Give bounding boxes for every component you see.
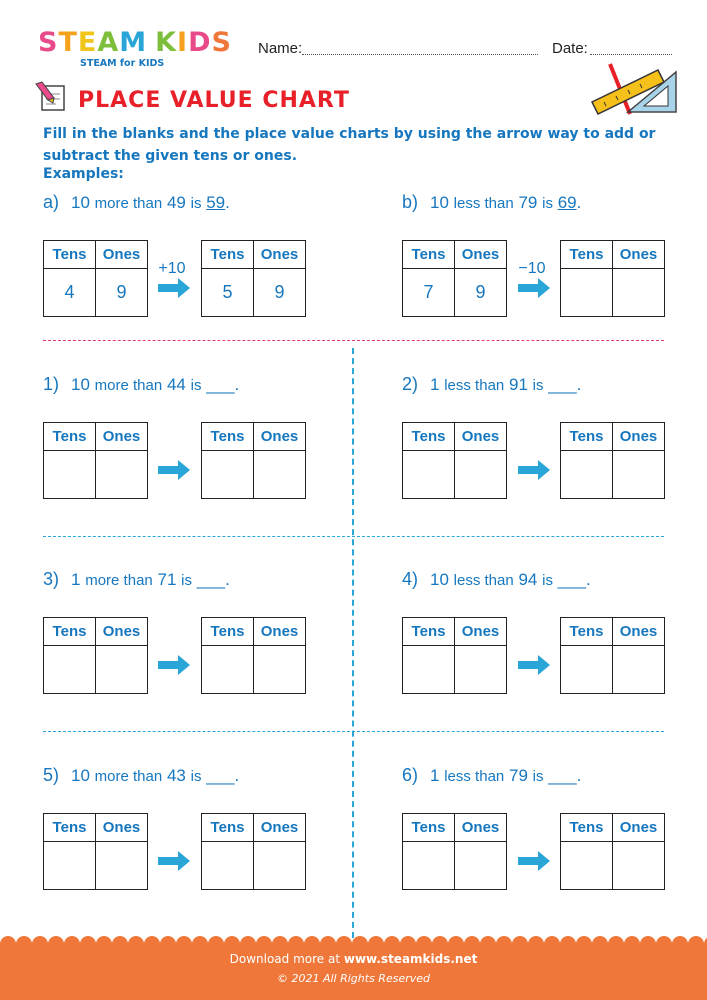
problem-6-prompt: 6) 1 less than 79 is ___. <box>402 765 582 785</box>
problem-3-table-before[interactable]: Tens Ones <box>43 617 148 694</box>
footer-download: Download more at www.steamkids.net <box>229 952 478 966</box>
ruler-triangle-icon <box>588 62 680 120</box>
example-b-table-after: Tens Ones <box>560 240 665 317</box>
arrow-right-icon <box>158 278 190 298</box>
problem-6-table-before[interactable]: Tens Ones <box>402 813 507 890</box>
row-divider-2 <box>43 731 664 732</box>
problem-1-blank[interactable]: ___. <box>206 375 240 394</box>
example-a-prompt: a) 10 more than 49 is 59. <box>43 192 230 212</box>
date-label: Date: <box>552 40 588 57</box>
logo-subtitle: STEAM for KIDS <box>80 58 165 69</box>
example-b-operation: −10 <box>518 260 546 277</box>
problem-4-table-after[interactable]: Tens Ones <box>560 617 665 694</box>
column-divider <box>352 348 354 938</box>
instructions-text: Fill in the blanks and the place value charts by using the arrow way to add or subtract the given tens or ones. <box>43 126 656 164</box>
example-a-operation: +10 <box>158 260 186 277</box>
footer-site-link[interactable]: www.steamkids.net <box>343 952 478 966</box>
arrow-right-icon <box>518 655 550 675</box>
problem-4-prompt: 4) 10 less than 94 is ___. <box>402 569 591 589</box>
pencil-paper-icon <box>34 80 68 114</box>
arrow-right-icon <box>518 460 550 480</box>
examples-label: Examples: <box>43 166 124 182</box>
problem-4-blank[interactable]: ___. <box>557 570 591 589</box>
example-b-prompt: b) 10 less than 79 is 69. <box>402 192 582 212</box>
example-a-table-before: Tens Ones 4 9 <box>43 240 148 317</box>
problem-5-prompt: 5) 10 more than 43 is ___. <box>43 765 240 785</box>
page-title: PLACE VALUE CHART <box>78 88 350 113</box>
problem-1-table-after[interactable]: Tens Ones <box>201 422 306 499</box>
problem-5-table-after[interactable]: Tens Ones <box>201 813 306 890</box>
problem-3-table-after[interactable]: Tens Ones <box>201 617 306 694</box>
arrow-right-icon <box>158 851 190 871</box>
problem-3-prompt: 3) 1 more than 71 is ___. <box>43 569 230 589</box>
logo-title: STEAM KIDS <box>38 27 232 58</box>
examples-divider <box>43 340 664 341</box>
problem-3-blank[interactable]: ___. <box>196 570 230 589</box>
problem-2-table-after[interactable]: Tens Ones <box>560 422 665 499</box>
problem-5-blank[interactable]: ___. <box>206 766 240 785</box>
row-divider-1 <box>43 536 664 537</box>
problem-2-table-before[interactable]: Tens Ones <box>402 422 507 499</box>
date-field[interactable] <box>590 54 672 55</box>
example-b-table-before: Tens Ones 7 9 <box>402 240 507 317</box>
arrow-right-icon <box>518 278 550 298</box>
name-label: Name: <box>258 40 303 57</box>
footer-copyright: © 2021 All Rights Reserved <box>276 972 430 985</box>
arrow-right-icon <box>158 460 190 480</box>
example-a-table-after: Tens Ones 5 9 <box>201 240 306 317</box>
problem-1-prompt: 1) 10 more than 44 is ___. <box>43 374 240 394</box>
steam-kids-logo <box>38 28 238 70</box>
problem-2-prompt: 2) 1 less than 91 is ___. <box>402 374 582 394</box>
problem-6-table-after[interactable]: Tens Ones <box>560 813 665 890</box>
arrow-right-icon <box>158 655 190 675</box>
name-field[interactable] <box>302 54 538 55</box>
problem-2-blank[interactable]: ___. <box>548 375 582 394</box>
arrow-right-icon <box>518 851 550 871</box>
problem-1-table-before[interactable]: Tens Ones <box>43 422 148 499</box>
problem-4-table-before[interactable]: Tens Ones <box>402 617 507 694</box>
problem-5-table-before[interactable]: Tens Ones <box>43 813 148 890</box>
example-a-answer: 59 <box>206 193 226 212</box>
example-b-answer: 69 <box>557 193 577 212</box>
problem-6-blank[interactable]: ___. <box>548 766 582 785</box>
